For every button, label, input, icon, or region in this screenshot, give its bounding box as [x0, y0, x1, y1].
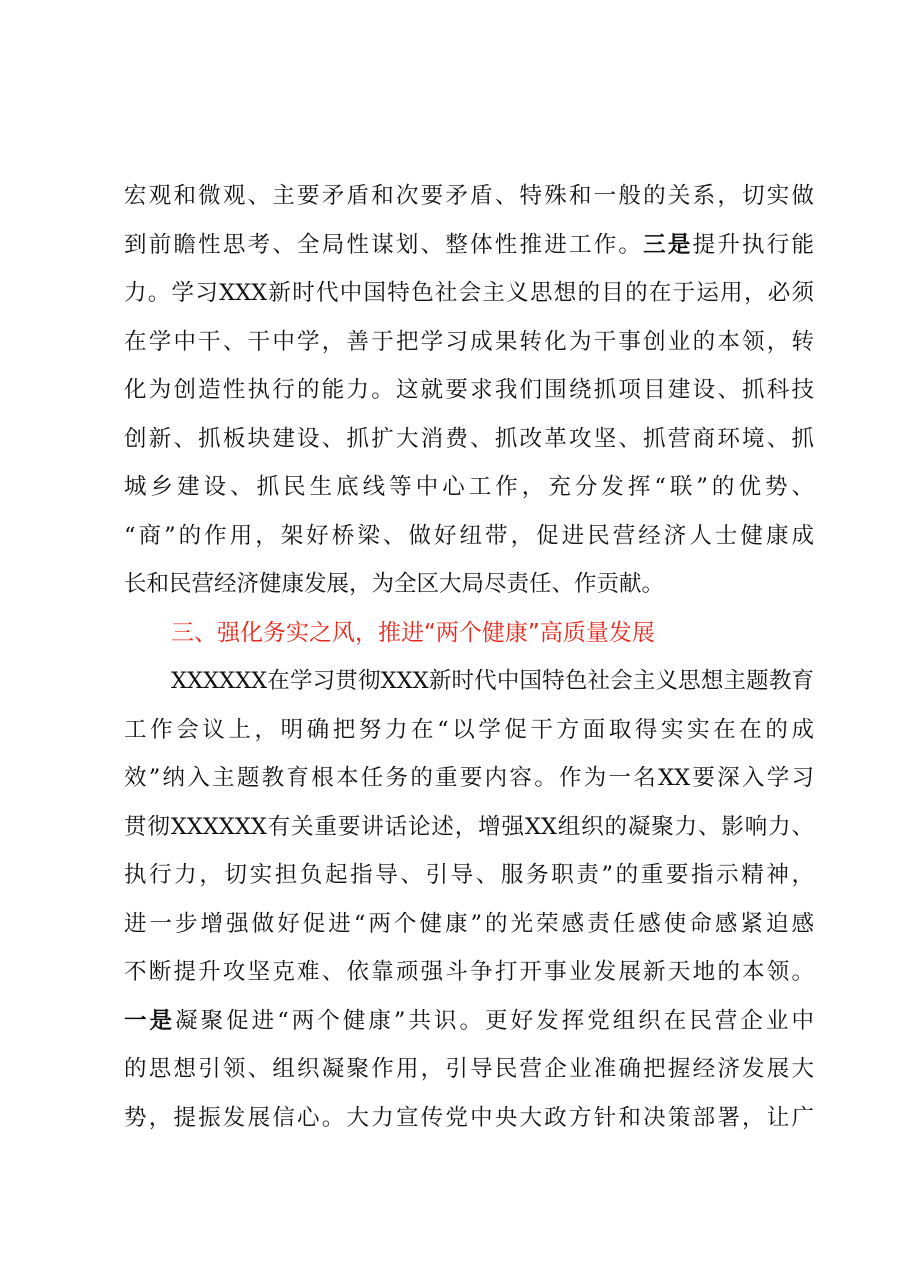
paragraph-line: 在学中干、干中学，善于把学习成果转化为干事创业的本领，转 — [124, 328, 814, 355]
paragraph-line: 长和民营经济健康发展，为全区大局尽责任、作贡献。 — [124, 571, 665, 597]
document-body — [124, 172, 814, 1142]
paragraph-line: 化为创造性执行的能力。这就要求我们围绕抓项目建设、抓科技 — [124, 377, 814, 403]
line-text: 提升执行能 — [692, 231, 814, 258]
section-heading: 三、强化务实之风，推进“两个健康”高质量发展 — [171, 619, 655, 646]
paragraph-line: 不断提升攻坚克难、依靠顽强斗争打开事业发展新天地的本领。 — [124, 959, 814, 985]
paragraph-line: 进一步增强做好促进“两个健康”的光荣感责任感使命感紧迫感 — [124, 910, 814, 937]
paragraph-line: 工作会议上，明确把努力在“以学促干方面取得实实在在的成 — [124, 716, 814, 743]
paragraph-line — [124, 221, 814, 270]
paragraph-line: 贯彻XXXXXX有关重要讲话论述，增强XX组织的凝聚力、影响力、 — [124, 813, 814, 840]
bold-marker: 一是 — [124, 1007, 176, 1034]
paragraph-line: 创新、抓板块建设、抓扩大消费、抓改革攻坚、抓营商环境、抓 — [124, 425, 814, 452]
line-text: 到前瞻性思考、全局性谋划、整体性推进工作。 — [124, 231, 644, 258]
paragraph-line: XXXXXX在学习贯彻XXX新时代中国特色社会主义思想主题教育 — [171, 668, 814, 694]
bold-marker: 三是 — [643, 231, 693, 258]
paragraph-line: 城乡建设、抓民生底线等中心工作，充分发挥“联”的优势、 — [124, 474, 814, 500]
line-text: 凝聚促进“两个健康”共识。更好发挥党组织在民营企业中 — [175, 1007, 814, 1034]
paragraph-line: 执行力，切实担负起指导、引导、服务职责”的重要指示精神， — [124, 862, 814, 888]
paragraph-line: 的思想引领、组织凝聚作用，引导民营企业准确把握经济发展大 — [124, 1056, 814, 1082]
paragraph-line: 势，提振发展信心。大力宣传党中央大政方针和决策部署，让广 — [124, 1104, 814, 1131]
paragraph-line: 力。学习XXX新时代中国特色社会主义思想的目的在于运用，必须 — [124, 280, 814, 306]
paragraph-line: 宏观和微观、主要矛盾和次要矛盾、特殊和一般的关系，切实做 — [124, 183, 814, 209]
paragraph-line: “商”的作用，架好桥梁、做好纽带，促进民营经济人士健康成 — [124, 522, 814, 549]
paragraph-line: 效”纳入主题教育根本任务的重要内容。作为一名XX要深入学习 — [124, 765, 814, 791]
paragraph-line — [124, 997, 814, 1046]
